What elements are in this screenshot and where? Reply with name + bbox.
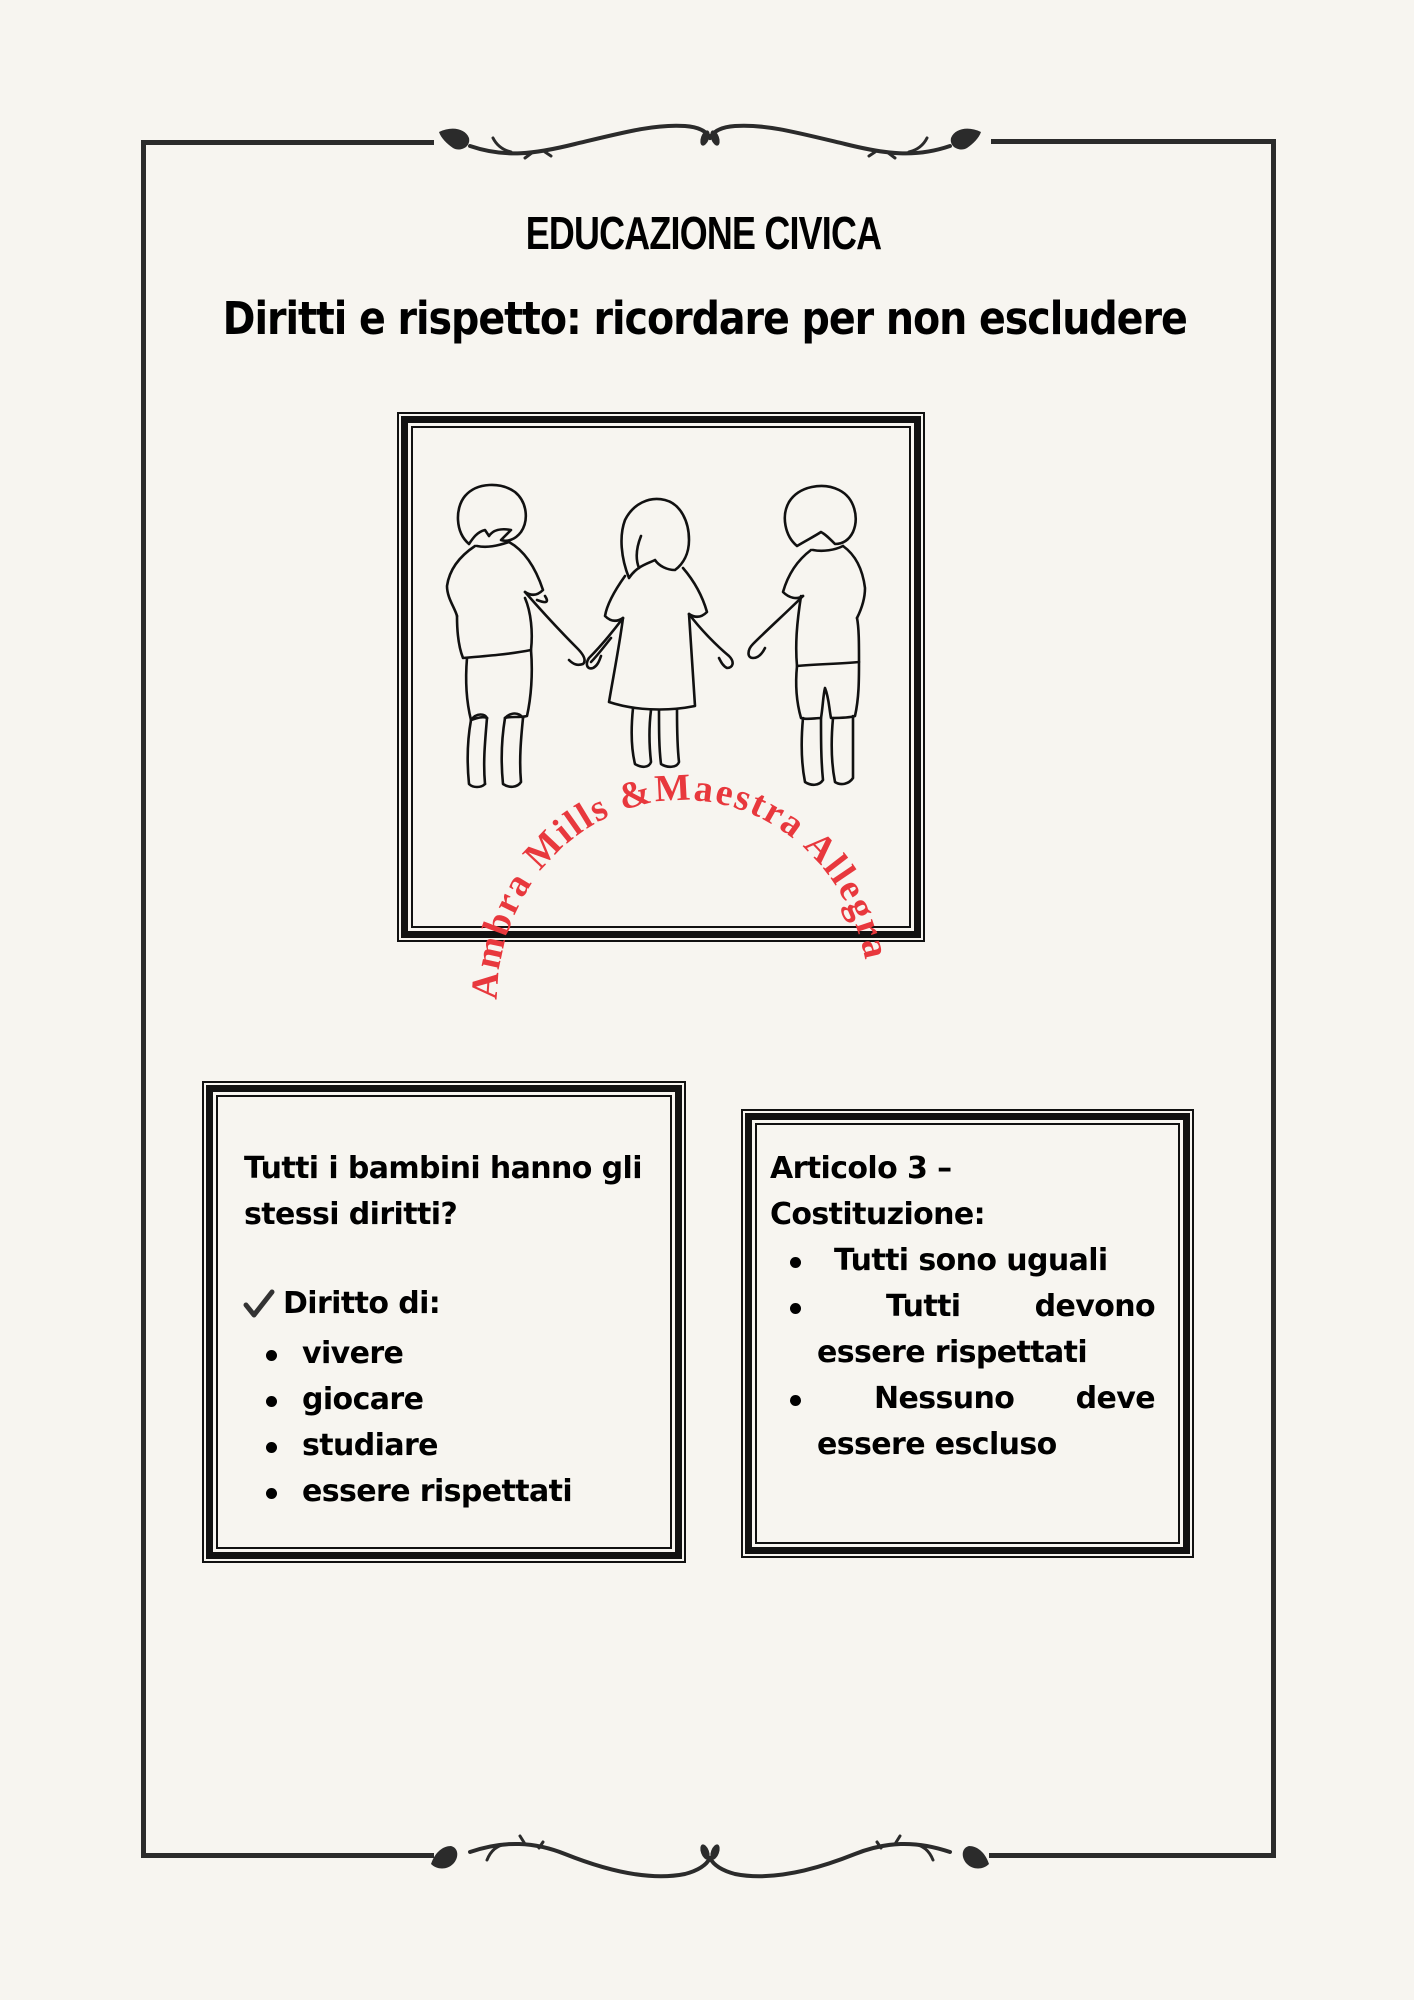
heading-line: Articolo 3 – [770,1151,952,1186]
bullet-icon [790,1395,801,1406]
bullet-icon [266,1350,277,1361]
list-item [266,1423,572,1469]
list-item [266,1331,572,1377]
page-border-bottom-right [989,1853,1276,1858]
rights-label: Diritto di: [283,1286,441,1321]
principles-list [790,1238,1155,1468]
list-item-text: giocare [302,1382,424,1417]
credit-textpath: Ambra Mills &Maestra Allegra [463,766,898,1001]
list-item [266,1469,572,1515]
page-border-right [1271,139,1276,1858]
question-line: Tutti i bambini hanno gli [244,1151,642,1186]
list-item-text: essere rispettati [302,1474,573,1509]
credit-text [464,766,898,1000]
list-item-text: deve [1075,1381,1155,1416]
bullet-icon [790,1257,801,1268]
list-item-text: studiare [302,1428,438,1463]
bullet-icon [266,1396,277,1407]
list-item [790,1284,1155,1376]
question-line: stessi diritti? [244,1197,458,1232]
list-item-text: devono [1034,1289,1155,1324]
page-border-left [141,140,146,1858]
bullet-icon [266,1488,277,1499]
check-mark-icon [243,1288,275,1320]
list-item-continuation: essere escluso [817,1427,1057,1462]
list-item-text: Tutti sono uguali [834,1243,1108,1278]
credit-arc-text [397,700,997,1020]
rights-list [266,1331,572,1515]
page-title: EDUCAZIONE CIVICA [525,207,882,259]
list-item-continuation: essere rispettati [817,1335,1088,1370]
heading-line: Costituzione: [770,1197,986,1232]
page-subtitle: Diritti e rispetto: ricordare per non escludere [222,292,1187,345]
bullet-icon [790,1303,801,1314]
list-item-text: Tutti [886,1289,961,1324]
page-border-top-right [991,139,1276,144]
list-item [266,1377,572,1423]
flourish-ornament-icon [425,118,995,168]
list-item-text: Nessuno [874,1381,1015,1416]
rights-question [244,1146,674,1238]
page-border-bottom-left [141,1853,434,1858]
flourish-ornament-icon [425,1830,995,1880]
list-item-text: vivere [302,1336,404,1371]
page-border-top-left [141,140,434,145]
list-item [790,1376,1155,1468]
constitution-heading [770,1146,1170,1238]
rights-label-row [243,1286,440,1321]
list-item [790,1238,1155,1284]
bullet-icon [266,1442,277,1453]
